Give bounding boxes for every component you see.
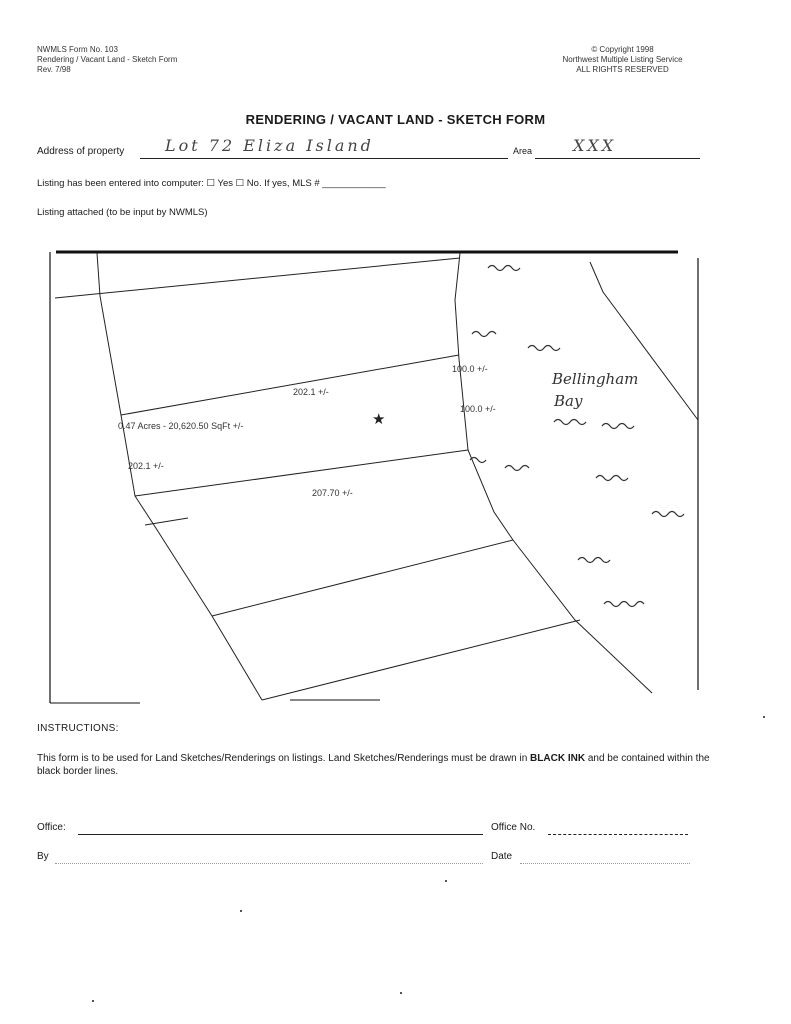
office-no-label: Office No. bbox=[491, 822, 536, 833]
office-field[interactable] bbox=[78, 834, 483, 835]
form-revision: Rev. 7/98 bbox=[37, 65, 71, 74]
lot-line-3 bbox=[135, 450, 468, 496]
dimension-label: 100.0 +/- bbox=[460, 404, 496, 414]
office-no-field[interactable] bbox=[548, 834, 688, 835]
form-name: Rendering / Vacant Land - Sketch Form bbox=[37, 55, 178, 64]
lot-line-2 bbox=[121, 355, 459, 415]
lot-area-label: 0.47 Acres - 20,620.50 SqFt +/- bbox=[118, 421, 244, 431]
area-label: Area bbox=[513, 146, 533, 156]
instructions-heading: INSTRUCTIONS: bbox=[37, 723, 119, 734]
lot-line-1 bbox=[55, 258, 460, 298]
wave-mark bbox=[578, 558, 610, 563]
scan-speck bbox=[400, 992, 402, 994]
date-field[interactable] bbox=[520, 863, 690, 864]
road-line-west bbox=[97, 253, 262, 700]
scan-speck bbox=[445, 880, 447, 882]
scan-speck bbox=[240, 910, 242, 912]
star-icon: ★ bbox=[372, 410, 386, 428]
bay-label: Bellingham bbox=[552, 370, 639, 388]
wave-mark bbox=[596, 476, 628, 481]
lot-line-4 bbox=[212, 540, 513, 616]
area-field[interactable]: XXX bbox=[573, 136, 617, 155]
bay-line bbox=[590, 262, 698, 420]
wave-mark bbox=[528, 346, 560, 351]
listing-attached-line: Listing attached (to be input by NWMLS) bbox=[37, 207, 208, 218]
wave-mark bbox=[602, 424, 634, 429]
dimension-label: 202.1 +/- bbox=[293, 387, 329, 397]
copyright-holder: Northwest Multiple Listing Service bbox=[562, 55, 683, 64]
by-label: By bbox=[37, 851, 49, 862]
date-label: Date bbox=[491, 851, 513, 862]
instructions-text: This form is to be used for Land Sketches/Renderings on listings. Land Sketches/Renderings must be drawn in BLACK INK and be contained within the black border lines. bbox=[37, 753, 710, 777]
scan-speck bbox=[92, 1000, 94, 1002]
wave-mark bbox=[652, 512, 684, 517]
bay-label: Bay bbox=[554, 392, 583, 410]
dimension-label: 207.70 +/- bbox=[312, 488, 353, 498]
water-marks bbox=[470, 266, 684, 607]
border-lines bbox=[50, 252, 698, 703]
wave-mark bbox=[604, 602, 644, 607]
copyright: © Copyright 1998 bbox=[591, 45, 654, 54]
lot-line-5 bbox=[262, 620, 580, 700]
dimension-label: 100.0 +/- bbox=[452, 364, 488, 374]
wave-mark bbox=[488, 266, 520, 271]
wave-mark bbox=[472, 332, 496, 337]
computer-entry-line: Listing has been entered into computer: ☐ Yes ☐ No. If yes, MLS # ____________ bbox=[37, 178, 386, 189]
scan-speck bbox=[763, 716, 765, 718]
form-title: RENDERING / VACANT LAND - SKETCH FORM bbox=[245, 112, 546, 127]
office-label: Office: bbox=[37, 822, 66, 833]
address-label: Address of property bbox=[37, 146, 125, 157]
address-field[interactable]: Lot 72 Eliza Island bbox=[165, 136, 374, 155]
rights-notice: ALL RIGHTS RESERVED bbox=[576, 65, 669, 74]
wave-mark bbox=[505, 466, 529, 471]
wave-mark bbox=[554, 420, 586, 425]
dimension-label: 202.1 +/- bbox=[128, 461, 164, 471]
form-number: NWMLS Form No. 103 bbox=[37, 45, 118, 54]
by-field[interactable] bbox=[55, 863, 483, 864]
